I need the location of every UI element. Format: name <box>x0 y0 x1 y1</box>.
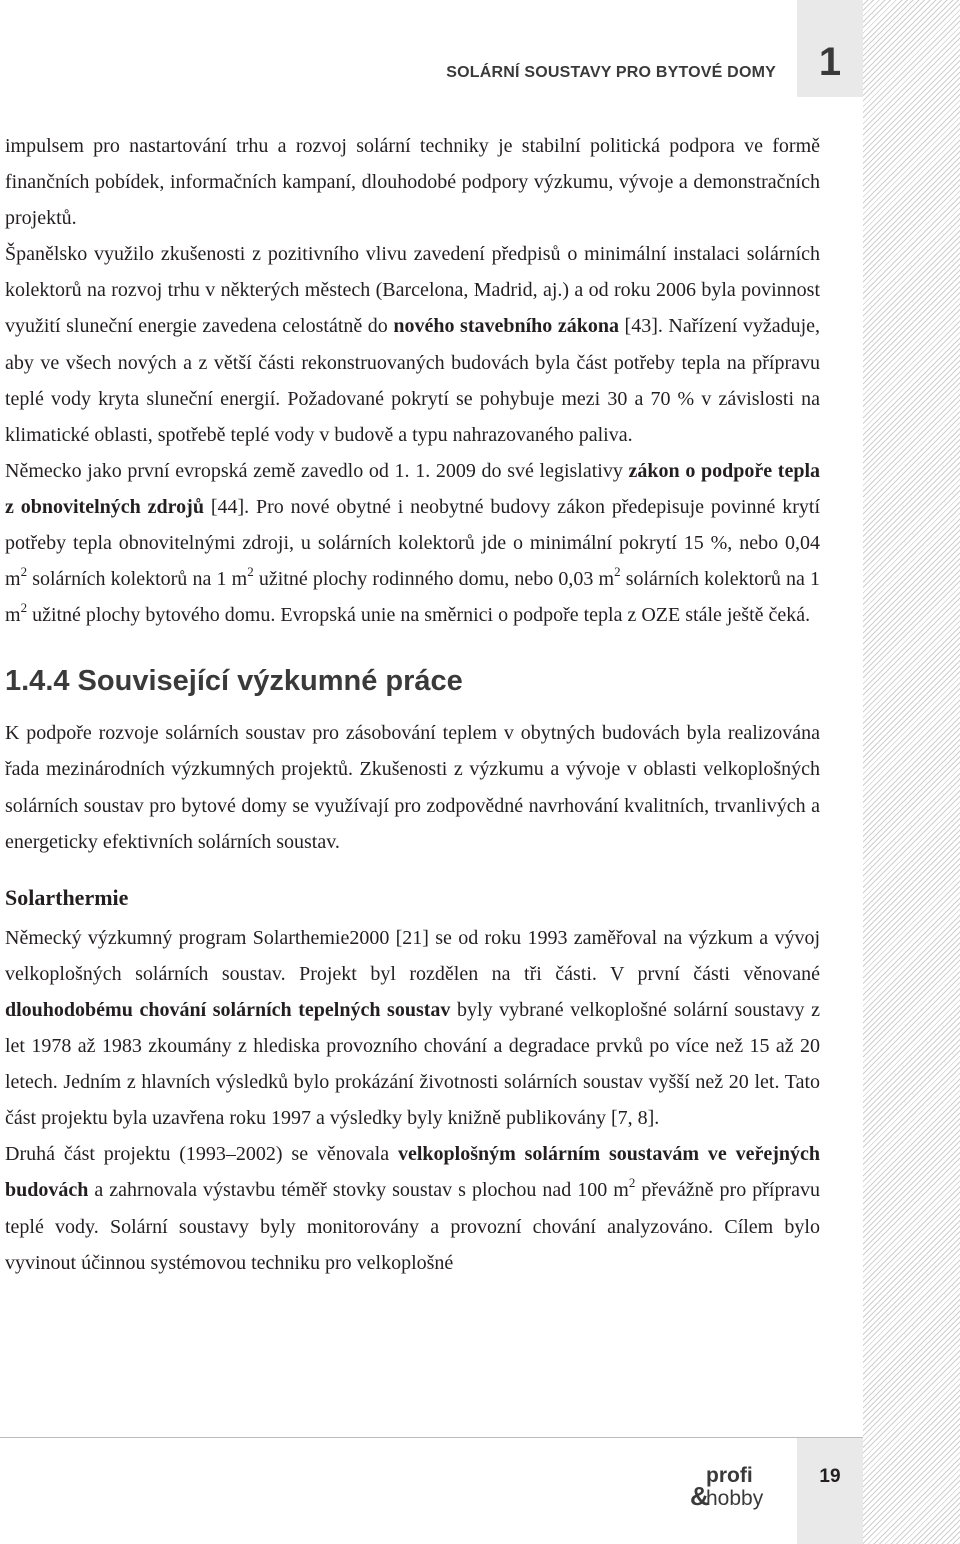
page-number: 19 <box>819 1466 841 1487</box>
main-text <box>5 128 820 1281</box>
emphasis: zákon o podpoře tepla z obnovitelných zdrojů <box>5 459 820 518</box>
running-header: SOLÁRNÍ SOUSTAVY PRO BYTOVÉ DOMY <box>446 64 776 81</box>
logo-text-hobby: hobby <box>706 1487 764 1510</box>
logo-ampersand: & <box>690 1481 709 1511</box>
emphasis: nového stavebního zákona <box>393 315 619 338</box>
paragraph: Německo jako první evropská země zavedlo od 1. 1. 2009 do své legislativy zákon o podpoře tepla z obnovitelných zdrojů [44]. Pro nové obytné i neobytné budovy zákon předepisuje povinné krytí potřeby tepla obnovitelnými zdroji, u solárních kolektorů jde o minimální pokrytí 15 %, nebo 0,04 $m^2$ solárních kolektorů na 1 $m^2$ užitné plochy rodinného domu, nebo 0,03 $m^2$ solárních kolektorů na 1 $m^2$ užitné plochy bytového domu. Evropská unie na směrnici o podpoře tepla z OZE stále ještě čeká. <box>5 459 820 627</box>
emphasis: velkoplošným solárním soustavám ve veřejných budovách <box>5 1143 820 1202</box>
paragraph: K podpoře rozvoje solárních soustav pro zásobování teplem v obytných budovách byla realizována řada mezinárodních výzkumných projektů. Zkušenosti z výzkumu a vývoje v oblasti velkoplošných solárních soustav pro bytové domy se využívají pro zodpovědné navrhování kvalitních, trvanlivých a energeticky efektivních solárních soustav. <box>5 722 820 853</box>
section-heading: 1.4.4 Související výzkumné práce <box>5 665 463 698</box>
decorative-hatched-margin <box>863 0 960 1544</box>
paragraph: Španělsko využilo zkušenosti z pozitivního vlivu zavedení předpisů o minimální instalaci solárních kolektorů na rozvoj trhu v některých městech (Barcelona, Madrid, aj.) a od roku 2006 byla povinnost využití sluneční energie zavedena celostátně do nového stavebního zákona [43]. Nařízení vyžaduje, aby ve všech nových a z větší části rekonstruovaných budovách byla část potřeby tepla na přípravu teplé vody kryta sluneční energií. Požadované pokrytí se pohybuje mezi 30 a 70 % v závislosti na klimatické oblasti, spotřebě teplé vody v budově a typu nahrazovaného paliva. <box>5 243 821 446</box>
footer-divider <box>0 1437 863 1438</box>
logo-text-profi: profi <box>706 1464 753 1487</box>
paragraph: Druhá část projektu (1993–2002) se věnovala velkoplošným solárním soustavám ve veřejných budovách a zahrnovala výstavbu téměř stovky soustav s plochou nad 100 $m^2$ převážně pro přípravu teplé vody. Solární soustavy byly monitorovány a provozní chování analyzováno. Cílem bylo vyvinout účinnou systémovou techniku pro velkoplošné <box>5 1143 820 1274</box>
paragraph: impulsem pro nastartování trhu a rozvoj solární techniky je stabilní politická podpora ve formě finančních pobídek, informačních kampaní, dlouhodobé podpory výzkumu, vývoje a demonstračních projektů. <box>5 135 820 230</box>
paragraph: Německý výzkumný program Solarthemie2000 [21] se od roku 1993 zaměřoval na výzkum a vývoj velkoplošných solárních soustav. Projekt byl rozdělen na tři části. V první části věnované dlouhodobému chování solárních tepelných soustav byly vybrané velkoplošné solární soustavy z let 1978 až 1983 zkoumány z hlediska provozního chování a degradace prvků po více než 15 až 20 letech. Jedním z hlavních výsledků bylo prokázání životnosti solárních soustav vyšší než 20 let. Tato část projektu byla uzavřena roku 1997 a výsledky byly knižně publikovány [7, 8]. <box>5 926 820 1130</box>
chapter-number: 1 <box>818 40 842 84</box>
sub-heading: Solarthermie <box>5 884 129 910</box>
emphasis: dlouhodobému chování solárních tepelných soustav <box>5 998 451 1021</box>
page-number-box <box>797 1438 863 1544</box>
profi-hobby-logo <box>690 1464 780 1512</box>
